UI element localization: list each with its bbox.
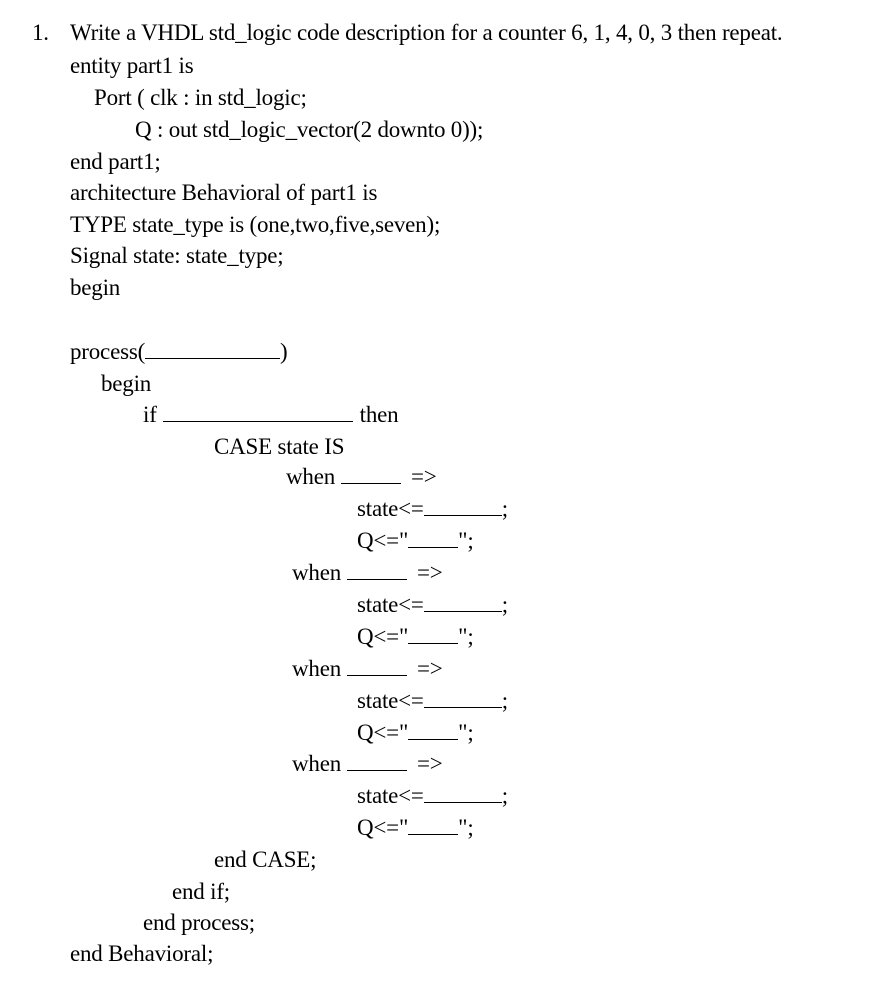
q-assign-keyword: Q<=" (357, 624, 409, 649)
q-value-blank-2[interactable] (408, 623, 458, 644)
when-choice-blank-4[interactable] (347, 750, 407, 771)
q-close: "; (458, 528, 474, 553)
then-keyword: then (359, 402, 399, 427)
state-assign-keyword: state<= (357, 783, 424, 808)
process-close-paren: ) (280, 339, 288, 364)
code-signal-line: Signal state: state_type; (70, 243, 284, 268)
when-line-1 (286, 463, 437, 491)
q-assign-line-2 (357, 623, 474, 651)
state-assign-line-2 (357, 591, 508, 619)
q-assign-line-3 (357, 719, 474, 747)
semicolon: ; (501, 783, 508, 808)
next-state-blank-3[interactable] (424, 687, 502, 708)
q-assign-line-1 (357, 527, 474, 555)
next-state-blank-1[interactable] (424, 495, 502, 516)
when-keyword: when (286, 464, 336, 489)
code-end-architecture-line: end Behavioral; (70, 941, 214, 966)
state-assign-keyword: state<= (357, 688, 424, 713)
question-number: 1. (32, 20, 49, 45)
when-keyword: when (292, 560, 342, 585)
arrow-symbol: => (417, 560, 443, 585)
next-state-blank-2[interactable] (424, 591, 502, 612)
if-condition-blank[interactable] (163, 401, 353, 422)
arrow-symbol: => (417, 656, 443, 681)
next-state-blank-4[interactable] (424, 782, 502, 803)
state-assign-line-3 (357, 687, 508, 715)
code-port-q-line: Q : out std_logic_vector(2 downto 0)); (135, 117, 484, 142)
semicolon: ; (501, 496, 508, 521)
state-assign-line-4 (357, 782, 508, 810)
code-type-line: TYPE state_type is (one,two,five,seven); (70, 212, 441, 237)
semicolon: ; (501, 688, 508, 713)
state-assign-keyword: state<= (357, 496, 424, 521)
semicolon: ; (501, 592, 508, 617)
q-value-blank-1[interactable] (408, 527, 458, 548)
when-line-4 (292, 750, 443, 778)
code-end-if-line: end if; (172, 879, 230, 904)
q-assign-keyword: Q<=" (357, 720, 409, 745)
state-assign-line-1 (357, 495, 508, 523)
code-port-clk-line: Port ( clk : in std_logic; (94, 85, 307, 110)
state-assign-keyword: state<= (357, 592, 424, 617)
when-line-3 (292, 655, 443, 683)
code-entity-line: entity part1 is (70, 53, 194, 78)
code-case-line: CASE state IS (214, 434, 345, 459)
q-close: "; (458, 624, 474, 649)
when-keyword: when (292, 656, 342, 681)
q-assign-keyword: Q<=" (357, 815, 409, 840)
code-end-case-line: end CASE; (214, 847, 317, 872)
when-choice-blank-3[interactable] (347, 655, 407, 676)
when-choice-blank-2[interactable] (347, 559, 407, 580)
q-assign-keyword: Q<=" (357, 528, 409, 553)
process-sensitivity-blank[interactable] (145, 338, 280, 359)
code-process-line (70, 338, 288, 366)
question-text: Write a VHDL std_logic code description for a counter 6, 1, 4, 0, 3 then repeat. (70, 20, 783, 45)
q-close: "; (458, 815, 474, 840)
arrow-symbol: => (411, 464, 437, 489)
when-line-2 (292, 559, 443, 587)
q-value-blank-3[interactable] (408, 719, 458, 740)
code-if-line (143, 401, 398, 429)
code-architecture-line: architecture Behavioral of part1 is (70, 180, 378, 205)
code-end-entity-line: end part1; (70, 149, 161, 174)
if-keyword: if (143, 402, 157, 427)
q-close: "; (458, 720, 474, 745)
code-begin-line: begin (70, 275, 121, 300)
when-keyword: when (292, 751, 342, 776)
arrow-symbol: => (417, 751, 443, 776)
q-value-blank-4[interactable] (408, 814, 458, 835)
process-keyword: process( (70, 339, 146, 364)
code-process-begin-line: begin (101, 371, 152, 396)
when-choice-blank-1[interactable] (341, 463, 401, 484)
q-assign-line-4 (357, 814, 474, 842)
code-end-process-line: end process; (143, 910, 255, 935)
